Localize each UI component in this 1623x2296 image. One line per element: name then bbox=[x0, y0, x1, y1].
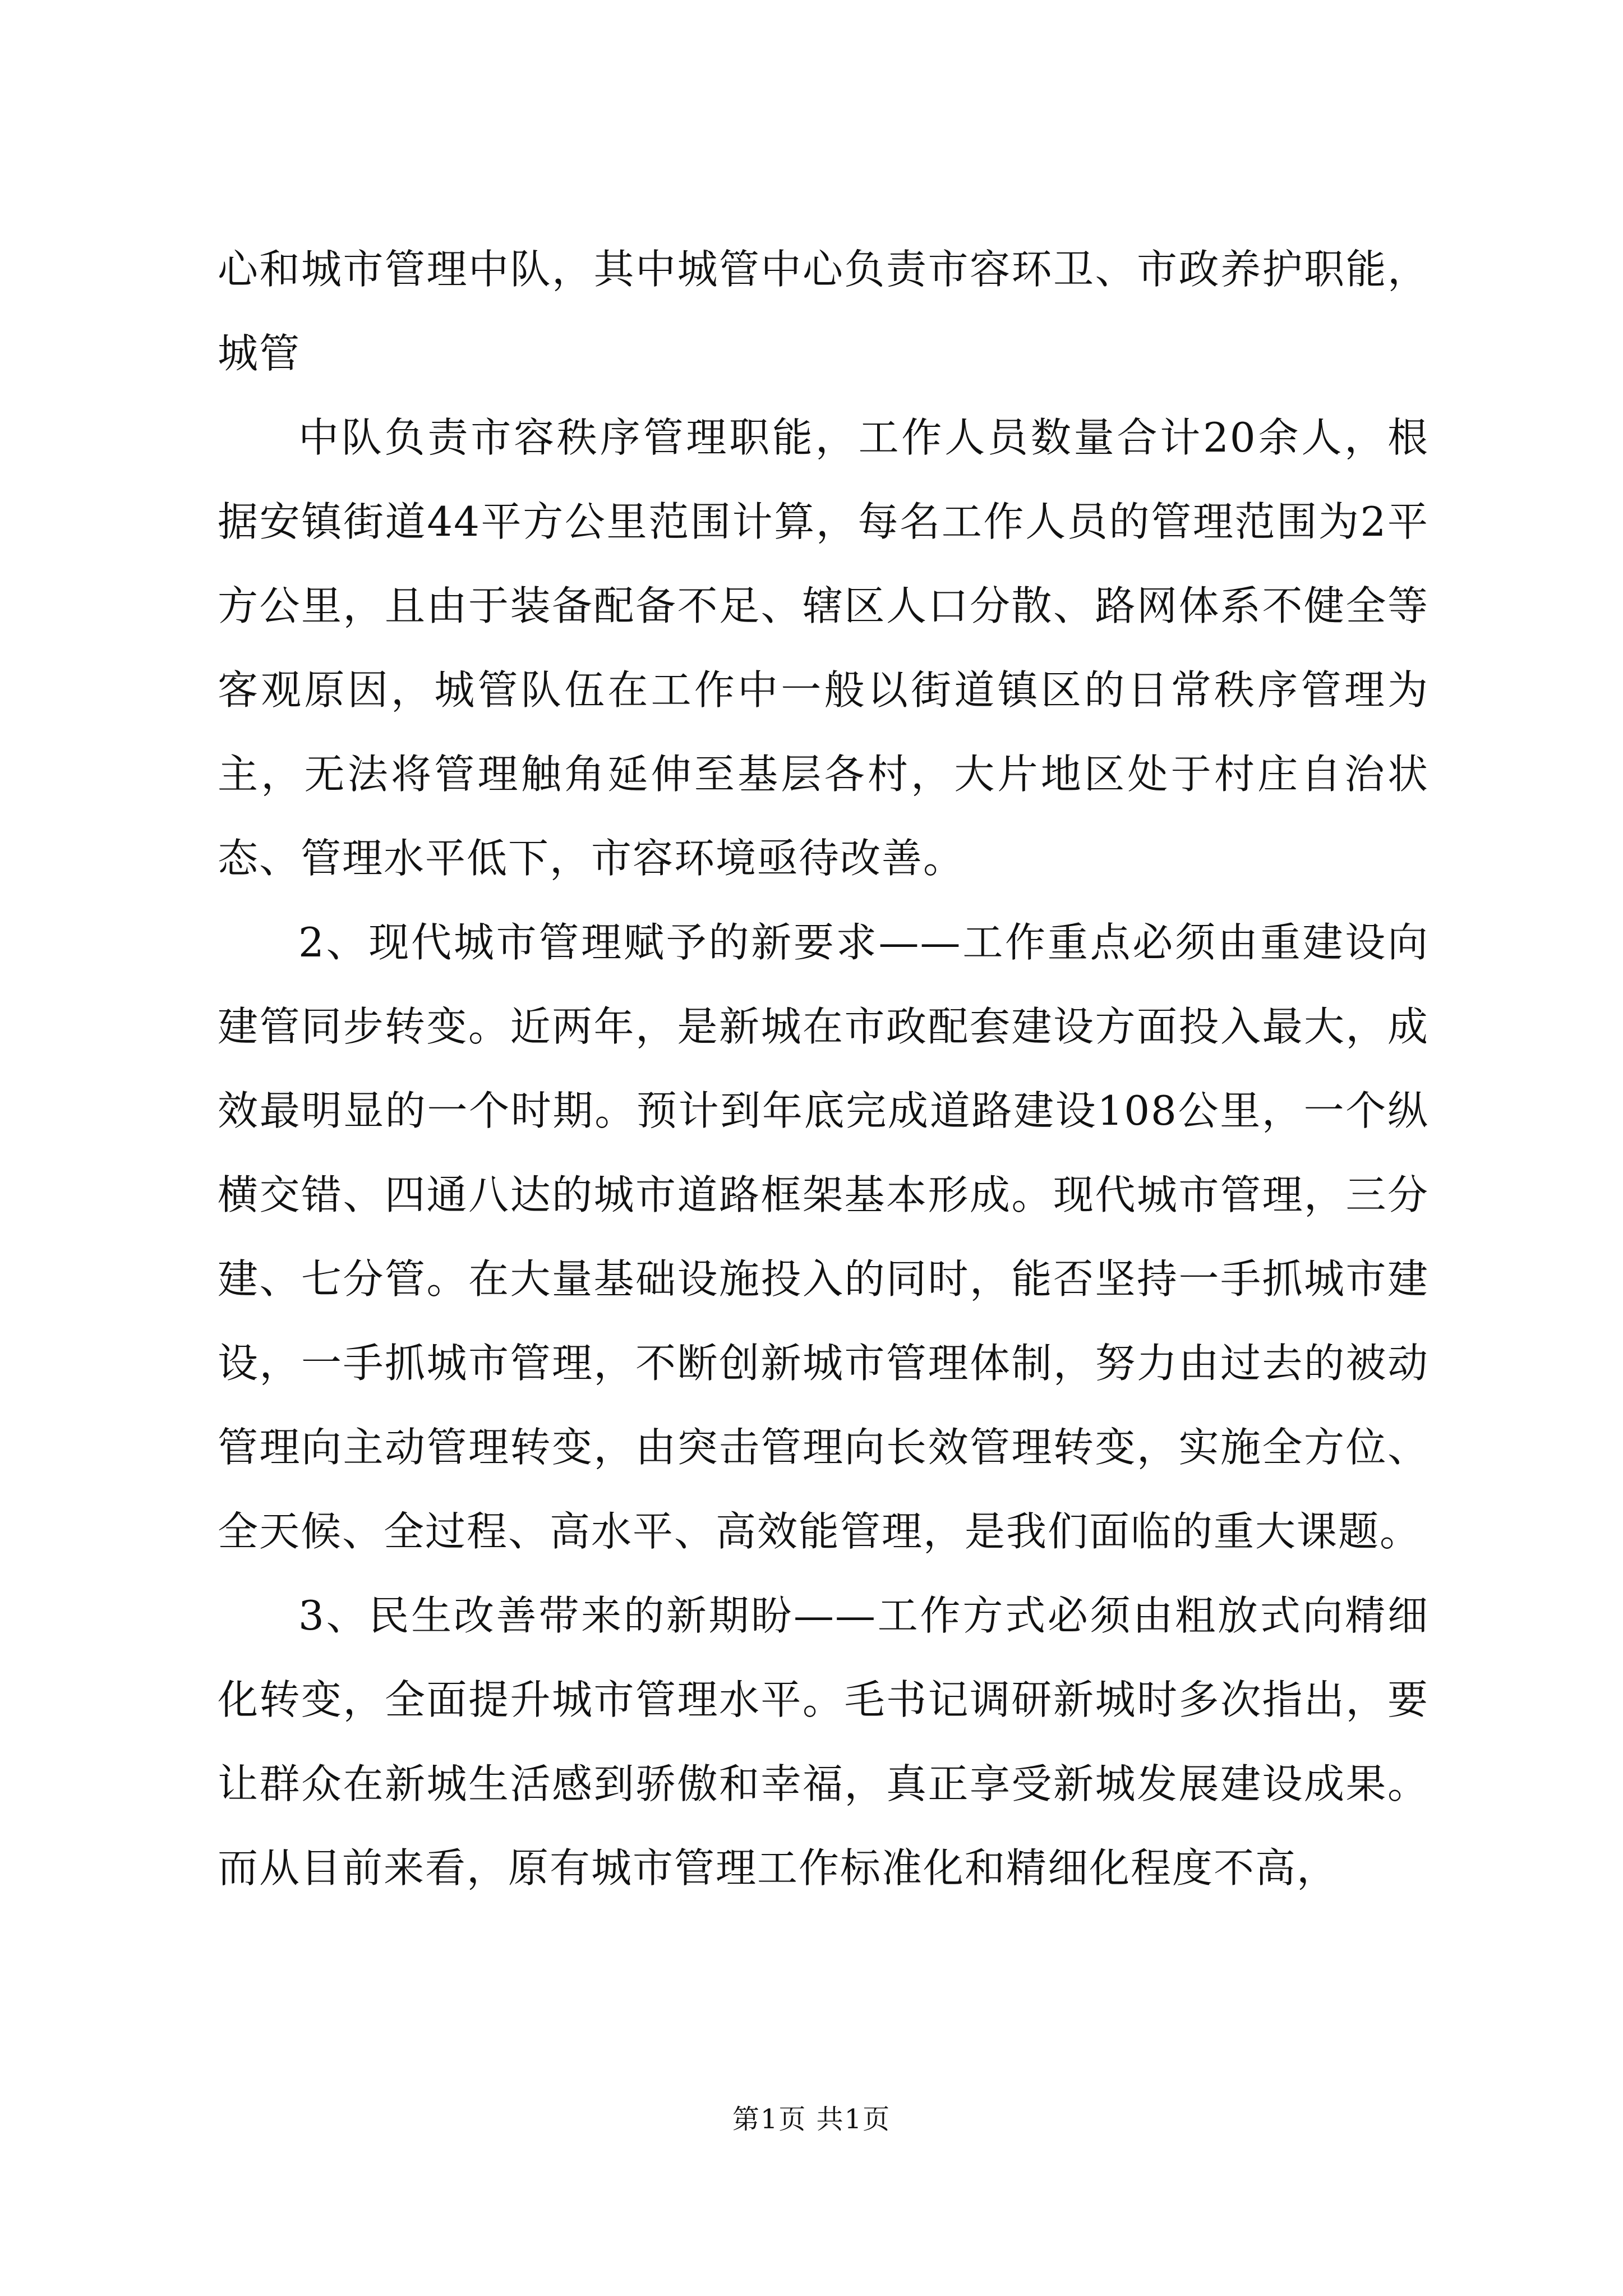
paragraph-3: 2、现代城市管理赋予的新要求——工作重点必须由重建设向建管同步转变。近两年，是新城在市政配套建设方面投入最大，成效最明显的一个时期。预计到年底完成道路建设108公里，一个纵横交错、四通八达的城市道路框架基本形成。现代城市管理，三分建、七分管。在大量基础设施投入的同时，能否坚持一手抓城市建设，一手抓城市管理，不断创新城市管理体制，努力由过去的被动管理向主动管理转变，由突击管理向长效管理转变，实施全方位、全天候、全过程、高水平、高效能管理，是我们面临的重大课题。 bbox=[218, 919, 1429, 1555]
paragraph-1: 心和城市管理中队，其中城管中心负责市容环卫、市政养护职能，城管 bbox=[218, 246, 1429, 377]
document-body bbox=[218, 227, 1429, 1910]
paragraph-2: 中队负责市容秩序管理职能，工作人员数量合计20余人，根据安镇街道44平方公里范围计算，每名工作人员的管理范围为2平方公里，且由于装备配备不足、辖区人口分散、路网体系不健全等客观原因，城管队伍在工作中一般以街道镇区的日常秩序管理为主，无法将管理触角延伸至基层各村，大片地区处于村庄自治状态、管理水平低下，市容环境亟待改善。 bbox=[218, 414, 1429, 882]
paragraph-4: 3、民生改善带来的新期盼——工作方式必须由粗放式向精细化转变，全面提升城市管理水平。毛书记调研新城时多次指出，要让群众在新城生活感到骄傲和幸福，真正享受新城发展建设成果。而从目前来看，原有城市管理工作标准化和精细化程度不高， bbox=[218, 1592, 1429, 1892]
page-footer: 第1页 共1页 bbox=[732, 2104, 891, 2135]
